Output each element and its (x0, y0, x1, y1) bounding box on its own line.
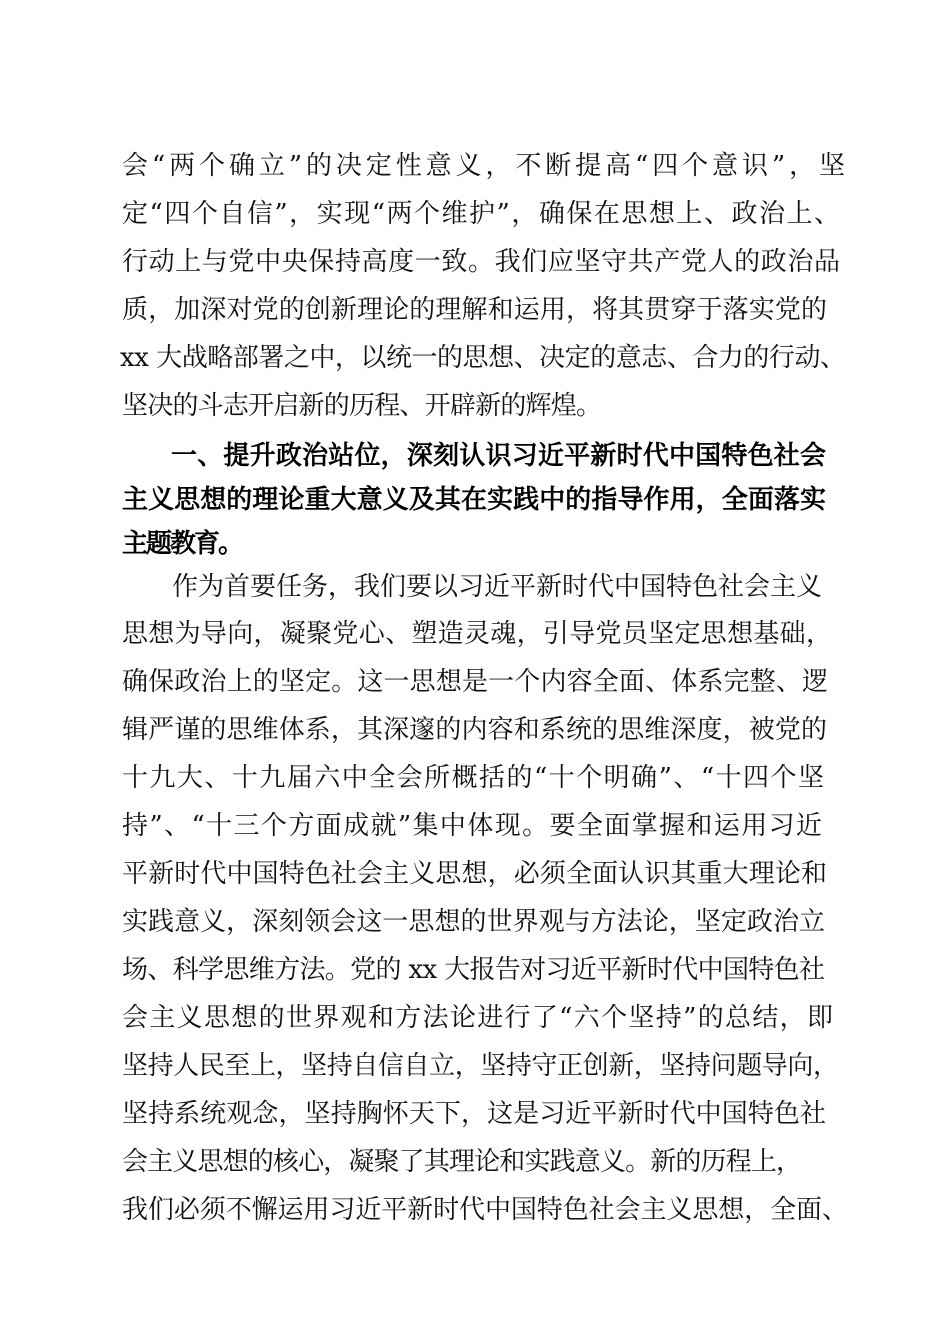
body-text-line: 平新时代中国特色社会主义思想，必须全面认识其重大理论和 (122, 859, 828, 889)
body-text-line: 定“四个自信”，实现“两个维护”，确保在思想上、政治上、 (122, 199, 842, 229)
body-text-line: 会主义思想的世界观和方法论进行了“六个坚持”的总结，即 (122, 1003, 835, 1033)
body-text-line: 我们必须不懈运用习近平新时代中国特色社会主义思想，全面、 (122, 1195, 848, 1225)
body-text-line: 行动上与党中央保持高度一致。我们应坚守共产党人的政治品 (122, 247, 841, 277)
body-text-line: 思想为导向，凝聚党心、塑造灵魂，引导党员坚定思想基础， (122, 619, 833, 649)
section-heading-line: 主义思想的理论重大意义及其在实践中的指导作用，全面落实 (122, 485, 827, 515)
body-text-line: 质，加深对党的创新理论的理解和运用，将其贯穿于落实党的 (122, 295, 828, 325)
body-text-line: 十九大、十九届六中全会所概括的“十个明确”、“十四个坚 (122, 763, 826, 793)
body-text-line: 坚持人民至上，坚持自信自立，坚持守正创新，坚持问题导向， (122, 1051, 839, 1081)
section-heading-line: 一、提升政治站位，深刻认识习近平新时代中国特色社会 (171, 441, 827, 471)
body-text-line: 会主义思想的核心，凝聚了其理论和实践意义。新的历程上， (122, 1147, 802, 1177)
body-text-line: 会“两个确立”的决定性意义，不断提高“四个意识”，坚 (122, 151, 849, 181)
body-text-line: xx 大战略部署之中，以统一的思想、决定的意志、合力的行动、 (120, 343, 846, 373)
body-text-line: 确保政治上的坚定。这一思想是一个内容全面、体系完整、逻 (122, 667, 829, 697)
body-text-line: 辑严谨的思维体系，其深邃的内容和系统的思维深度，被党的 (122, 715, 828, 745)
body-text-line: 场、科学思维方法。党的 xx 大报告对习近平新时代中国特色社 (122, 955, 825, 985)
body-text-line: 作为首要任务，我们要以习近平新时代中国特色社会主义 (172, 572, 822, 602)
body-text-line: 坚决的斗志开启新的历程、开辟新的辉煌。 (122, 391, 602, 421)
body-text-line: 实践意义，深刻领会这一思想的世界观与方法论，坚定政治立 (122, 907, 826, 937)
body-text-line: 持”、“十三个方面成就”集中体现。要全面掌握和运用习近 (122, 811, 824, 841)
section-heading-line: 主题教育。 (122, 529, 243, 559)
body-text-line: 坚持系统观念，坚持胸怀天下，这是习近平新时代中国特色社 (122, 1099, 827, 1129)
